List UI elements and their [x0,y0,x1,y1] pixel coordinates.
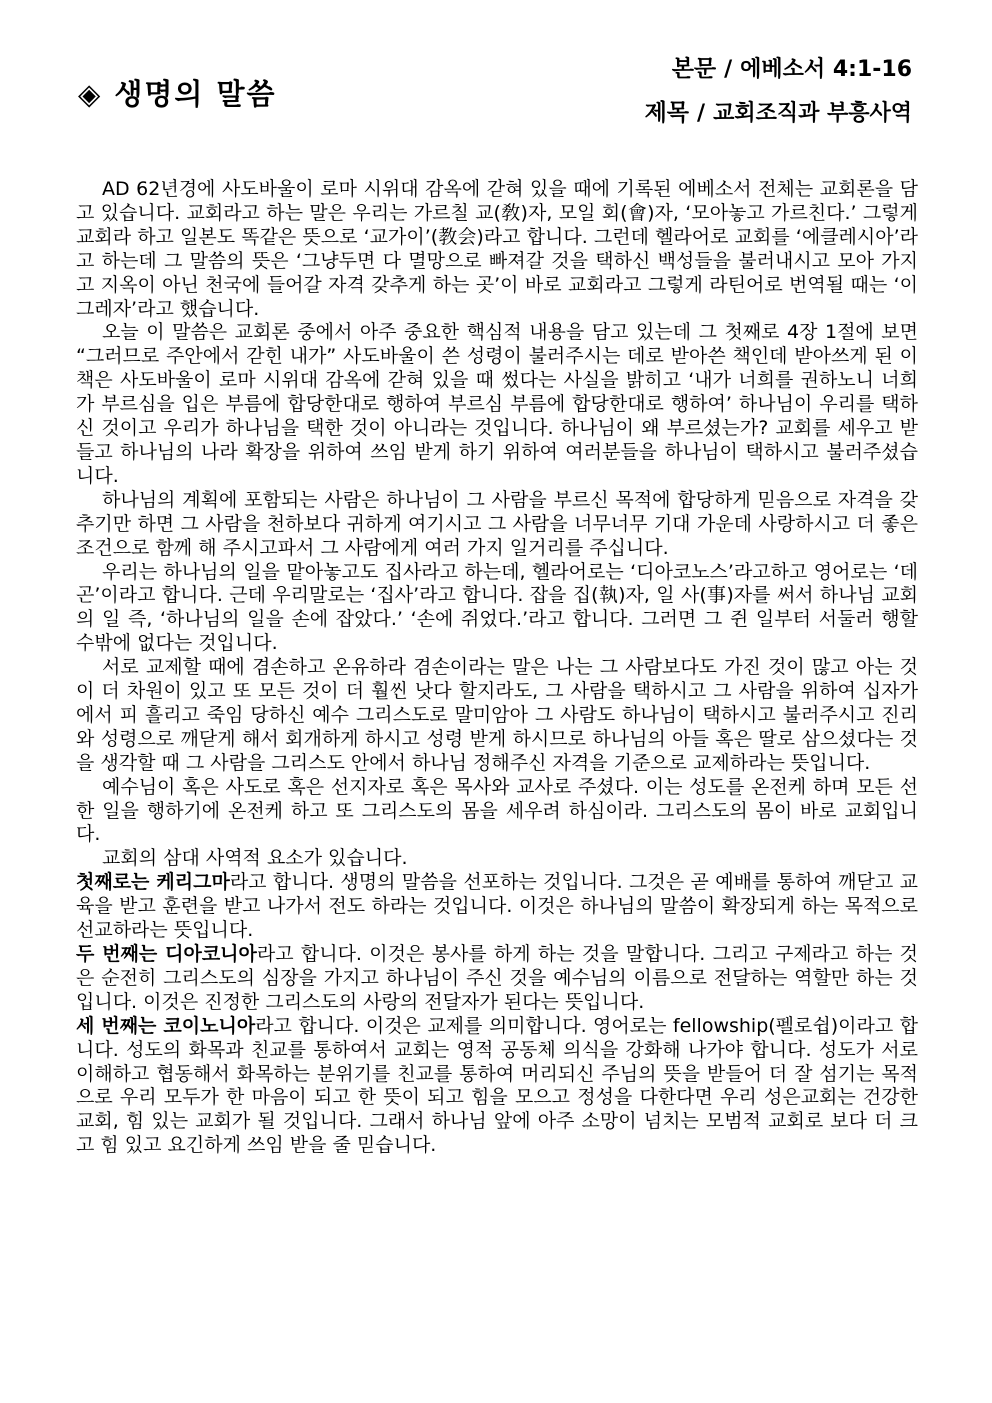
passage-label: 본문 [671,56,717,82]
sermon-subject [645,94,912,127]
paragraph: 예수님이 혹은 사도로 혹은 선지자로 혹은 목사와 교사로 주셨다. 이는 성도를 온전케 하며 모든 선한 일을 행하기에 온전케 하고 또 그리스도의 몸을 세우려 하심이라. 그리스도의 몸이 바로 교회입니다. [76,775,918,846]
sermon-body [76,178,918,1158]
paragraph: AD 62년경에 사도바울이 로마 시위대 감옥에 갇혀 있을 때에 기록된 에베소서 전체는 교회론을 담고 있습니다. 교회라고 하는 말은 우리는 가르칠 교(敎)자, 모일 회(會)자, ‘모아놓고 가르친다.’ 그렇게 교회라 하고 일본도 똑같은 뜻으로 ‘교가이’(教会)라고 합니다. 그런데 헬라어로 교회를 ‘에클레시아’라고 하는데 그 말씀의 뜻은 ‘그냥두면 다 멸망으로 빠져갈 것을 택하신 백성들을 불러내시고 모아 가지고 지옥이 아닌 천국에 들어갈 자격 갖추게 하는 곳’이 바로 교회라고 그렇게 라틴어로 번역될 때는 ‘이그레자’라고 했습니다. [76,178,918,320]
paragraph: 하나님의 계획에 포함되는 사람은 하나님이 그 사람을 부르신 목적에 합당하게 믿음으로 자격을 갖추기만 하면 그 사람을 천하보다 귀하게 여기시고 그 사람을 너무너무 기대 가운데 사랑하시고 더 좋은 조건으로 함께 해 주시고파서 그 사람에게 여러 가지 일거리를 주십니다. [76,488,918,559]
subject-value: 교회조직과 부흥사역 [713,101,912,126]
paragraph: 서로 교제할 때에 겸손하고 온유하라 겸손이라는 말은 나는 그 사람보다도 가진 것이 많고 아는 것이 더 차원이 있고 또 모든 것이 더 훨씬 낫다 할지라도, 그 사람을 택하시고 그 사람을 위하여 십자가에서 피 흘리고 죽임 당하신 예수 그리스도로 말미암아 그 사람도 하나님이 택하시고 불러주시고 진리와 성령으로 깨닫게 해서 회개하게 하시고 성령 받게 하시므로 하나님의 아들 혹은 딸로 삼으셨다는 것을 생각할 때 그 사람을 그리스도 안에서 하나님 정해주신 자격을 기준으로 교제하라는 뜻입니다. [76,656,918,774]
section-title: ◈ 생명의 말씀 [78,77,277,111]
passage-separator: / [724,57,733,82]
paragraph: 교회의 삼대 사역적 요소가 있습니다. [102,847,408,870]
ministry-koinonia [76,1015,918,1158]
page-header [0,0,992,150]
ministry-text: 라고 합니다. 생명의 말씀을 선포하는 것입니다. 그것은 곧 예배를 통하여 깨닫고 교육을 받고 훈련을 받고 나가서 전도 하라는 것입니다. 이것은 하나님의 말씀이 확장되게 하는 목적으로 선교하라는 뜻입니다. [76,871,918,942]
passage-value: 에베소서 4:1-16 [740,57,912,82]
paragraph: 오늘 이 말씀은 교회론 중에서 아주 중요한 핵심적 내용을 담고 있는데 그 첫째로 4장 1절에 보면 “그러므로 주안에서 갇힌 내가” 사도바울이 쓴 성령이 불러주시는 데로 받아쓴 책인데 받아쓰게 된 이 책은 사도바울이 로마 시위대 감옥에 갇혀 있을 때 썼다는 사실을 밝히고 ‘내가 너희를 권하노니 너희가 부르심을 입은 부름에 합당한대로 행하여 부르심 부름에 합당한대로 행하여’ 하나님이 우리를 택하신 것이고 우리가 하나님을 택한 것이 아니라는 것입니다. 하나님이 왜 부르셨는가? 교회를 세우고 받들고 하나님의 나라 확장을 위하여 쓰임 받게 하기 위하여 여러분들을 하나님이 택하시고 불러주셨습니다. [76,321,918,487]
subject-label: 제목 [644,100,690,126]
ministry-kerygma [76,871,918,943]
ministry-text: 라고 합니다. 이것은 봉사를 하게 하는 것을 말합니다. 그리고 구제라고 하는 것은 순전히 그리스도의 심장을 가지고 하나님이 주신 것을 예수님의 이름으로 전달하는 역할만 하는 것입니다. 이것은 진정한 그리스도의 사랑의 전달자가 된다는 뜻입니다. [76,943,918,1013]
ministry-lead: 두 번째는 디아코니아 [76,943,257,965]
subject-separator: / [697,101,706,126]
ministry-diakonia [76,943,918,1015]
ministry-lead: 세 번째는 코이노니아 [76,1014,256,1037]
paragraph: 우리는 하나님의 일을 맡아놓고도 집사라고 하는데, 헬라어로는 ‘디아코노스’라고하고 영어로는 ‘데곤’이라고 합니다. 근데 우리말로는 ‘집사’라고 합니다. 잡을 집(執)자, 일 사(事)자를 써서 하나님 교회의 일 즉, ‘하나님의 일을 손에 잡았다.’ ‘손에 쥐었다.’라고 합니다. 그러면 그 쥔 일부터 서둘러 행할 수밖에 없다는 것입니다. [76,560,918,655]
ministry-text: 라고 합니다. 이것은 교제를 의미합니다. 영어로는 fellowship(펠로쉽)이라고 합니다. 성도의 화목과 친교를 통하여서 교회는 영적 공동체 의식을 강화해 나가야 합니다. 성도가 서로 이해하고 협동해서 화목하는 분위기를 친교를 통하여 머리되신 주님의 뜻을 받들어 더 잘 섬기는 목적으로 우리 모두가 한 마음이 되고 한 뜻이 되고 힘을 모으고 정성을 다한다면 우리 성은교회는 건강한 교회, 힘 있는 교회가 될 것입니다. 그래서 하나님 앞에 아주 소망이 넘치는 모범적 교회로 보다 더 크고 힘 있고 요긴하게 쓰임 받을 줄 믿습니다. [76,1014,918,1157]
passage-reference [672,50,912,83]
ministry-lead: 첫째로는 케리그마 [76,871,230,894]
